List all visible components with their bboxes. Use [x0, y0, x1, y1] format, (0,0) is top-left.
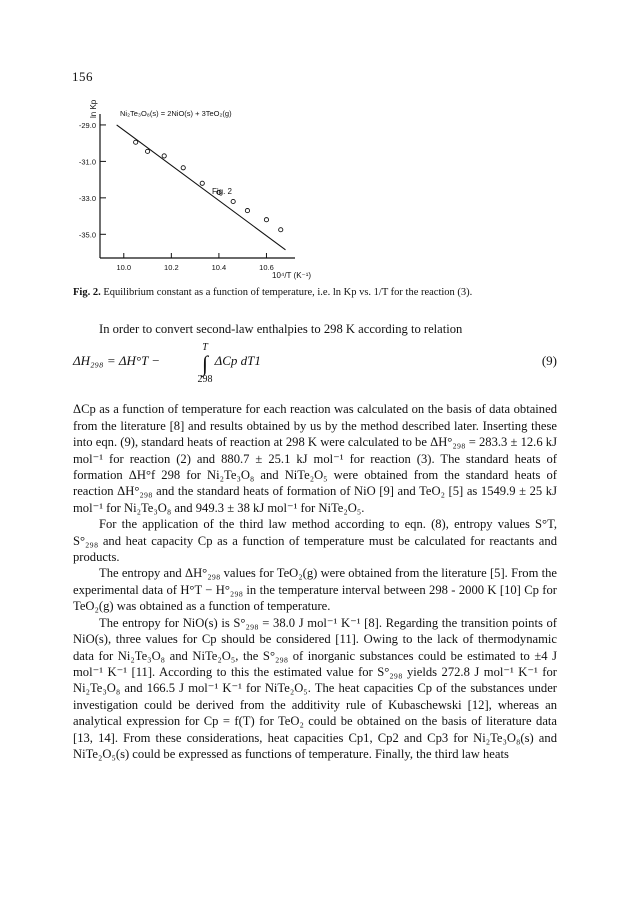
- data-point: [245, 209, 249, 213]
- figure-label: Fig. 2: [212, 187, 233, 196]
- equation-body: [73, 353, 261, 369]
- y-tick-label: -29.0: [78, 120, 96, 130]
- body-text: [73, 321, 557, 762]
- chart-axes: [100, 114, 295, 258]
- figure-chart: [60, 82, 320, 282]
- fit-line: [117, 125, 286, 250]
- data-point: [181, 166, 185, 170]
- x-tick-label: 10.0: [116, 263, 132, 272]
- data-point: [134, 140, 138, 144]
- figure-caption: [73, 286, 555, 300]
- data-point: [264, 218, 268, 222]
- x-tick-label: 10.2: [164, 263, 179, 272]
- integral-lower-limit: 298: [197, 374, 213, 386]
- paragraph-teo2: The entropy and ΔH°₂₉₈ values for TeO₂(g) were obtained from the literature [5]. From the experimental data of H°T − H°₂₉₈ in the temperature interval between 298 - 2000 K [10] Cp for TeO₂(g) was obtained as a function of temperature.: [73, 566, 557, 614]
- reaction-label: Ni₂Te₃O₈(s) = 2NiO(s) + 3TeO₂(g): [120, 109, 232, 118]
- data-point: [145, 149, 149, 153]
- data-point: [162, 154, 166, 158]
- equation-number: (9): [541, 353, 557, 369]
- y-tick-label: -31.0: [78, 157, 96, 167]
- data-point: [279, 228, 283, 232]
- y-tick-label: -33.0: [78, 193, 96, 203]
- integral-upper-limit: T: [202, 342, 208, 354]
- x-tick-marks: [116, 253, 273, 272]
- paragraph-delta-cp: ΔCp as a function of temperature for each reaction was calculated on the basis of data obtained from the literature [8] and results obtained by us by the method described later. Inserting these into eqn. (9), standard heats of reaction at 298 K were calculated to be ΔH°₂₉₈ = 283.3 ± 12.6 kJ mol⁻¹ for reaction (2) and 880.7 ± 25.1 kJ mol⁻¹ for reaction (3). The standard heats of formation ΔH°f 298 for Ni₂Te₃O₈ and NiTe₂O₅ were obtained from the standard heats of reaction ΔH°₂₉₈ and the standard heats of formation of NiO [9] and TeO₂ [5] as 1549.9 ± 25 kJ mol⁻¹ for Ni₂Te₃O₈ and 949.3 ± 38 kJ mol⁻¹ for NiTe₂O₅.: [73, 402, 557, 515]
- equation-rhs: ΔCp dT1: [214, 353, 261, 369]
- x-tick-label: 10.6: [259, 263, 274, 272]
- x-tick-label: 10.4: [211, 263, 227, 272]
- paragraph-third-law: For the application of the third law method according to eqn. (8), entropy values S°T, S°₂₉₈ and heat capacity Cp as a function of temperature must be calculated for reactants and products.: [73, 517, 557, 565]
- x-axis-label: 10⁴/T (K⁻¹): [272, 271, 312, 280]
- integral: [185, 341, 225, 387]
- paragraph-nio: The entropy for NiO(s) is S°₂₉₈ = 38.0 J mol⁻¹ K⁻¹ [8]. Regarding the transition points of NiO(s), three values for Cp should be considered [11]. Owing to the lack of thermodynamic data for Ni₂Te₃O₈ and NiTe₂O₅, the S°₂₉₈ of inorganic substances could be estimated to ±4 J mol⁻¹ K⁻¹ [11]. According to this the estimated value for S°₂₉₈ yields 272.8 J mol⁻¹ K⁻¹ for Ni₂Te₃O₈ and 166.5 J mol⁻¹ K⁻¹ for NiTe₂O₅. The heat capacities Cp of the substances under investigation could be derived from the additivity rule of Kubaschewski [12], whereas an analytical expression for Cp = f(T) for TeO₂ could be obtained on the basis of literature data [13, 14]. From these considerations, heat capacities Cp1, Cp2 and Cp3 for Ni₂Te₃O₈(s) and NiTe₂O₅(s) could be expressed as functions of temperature. Finally, the third law heats: [73, 615, 557, 761]
- y-axis-label: ln Kp: [89, 99, 98, 118]
- equation-9: [73, 343, 557, 395]
- y-tick-label: -35.0: [78, 230, 96, 240]
- integral-sign: ∫: [201, 351, 209, 377]
- data-point: [200, 181, 204, 185]
- y-tick-marks: [79, 121, 106, 239]
- page-number: 156: [72, 69, 93, 84]
- equation-lhs: ΔH₂₉₈ = ΔH°T −: [73, 353, 161, 369]
- caption-text: Equilibrium constant as a function of temperature, i.e. ln Kp vs. 1/T for the reaction (3).: [103, 287, 473, 298]
- caption-label: Fig. 2.: [73, 287, 101, 298]
- data-point: [231, 199, 235, 203]
- paragraph-relation: In order to convert second-law enthalpies to 298 K according to relation: [99, 322, 463, 336]
